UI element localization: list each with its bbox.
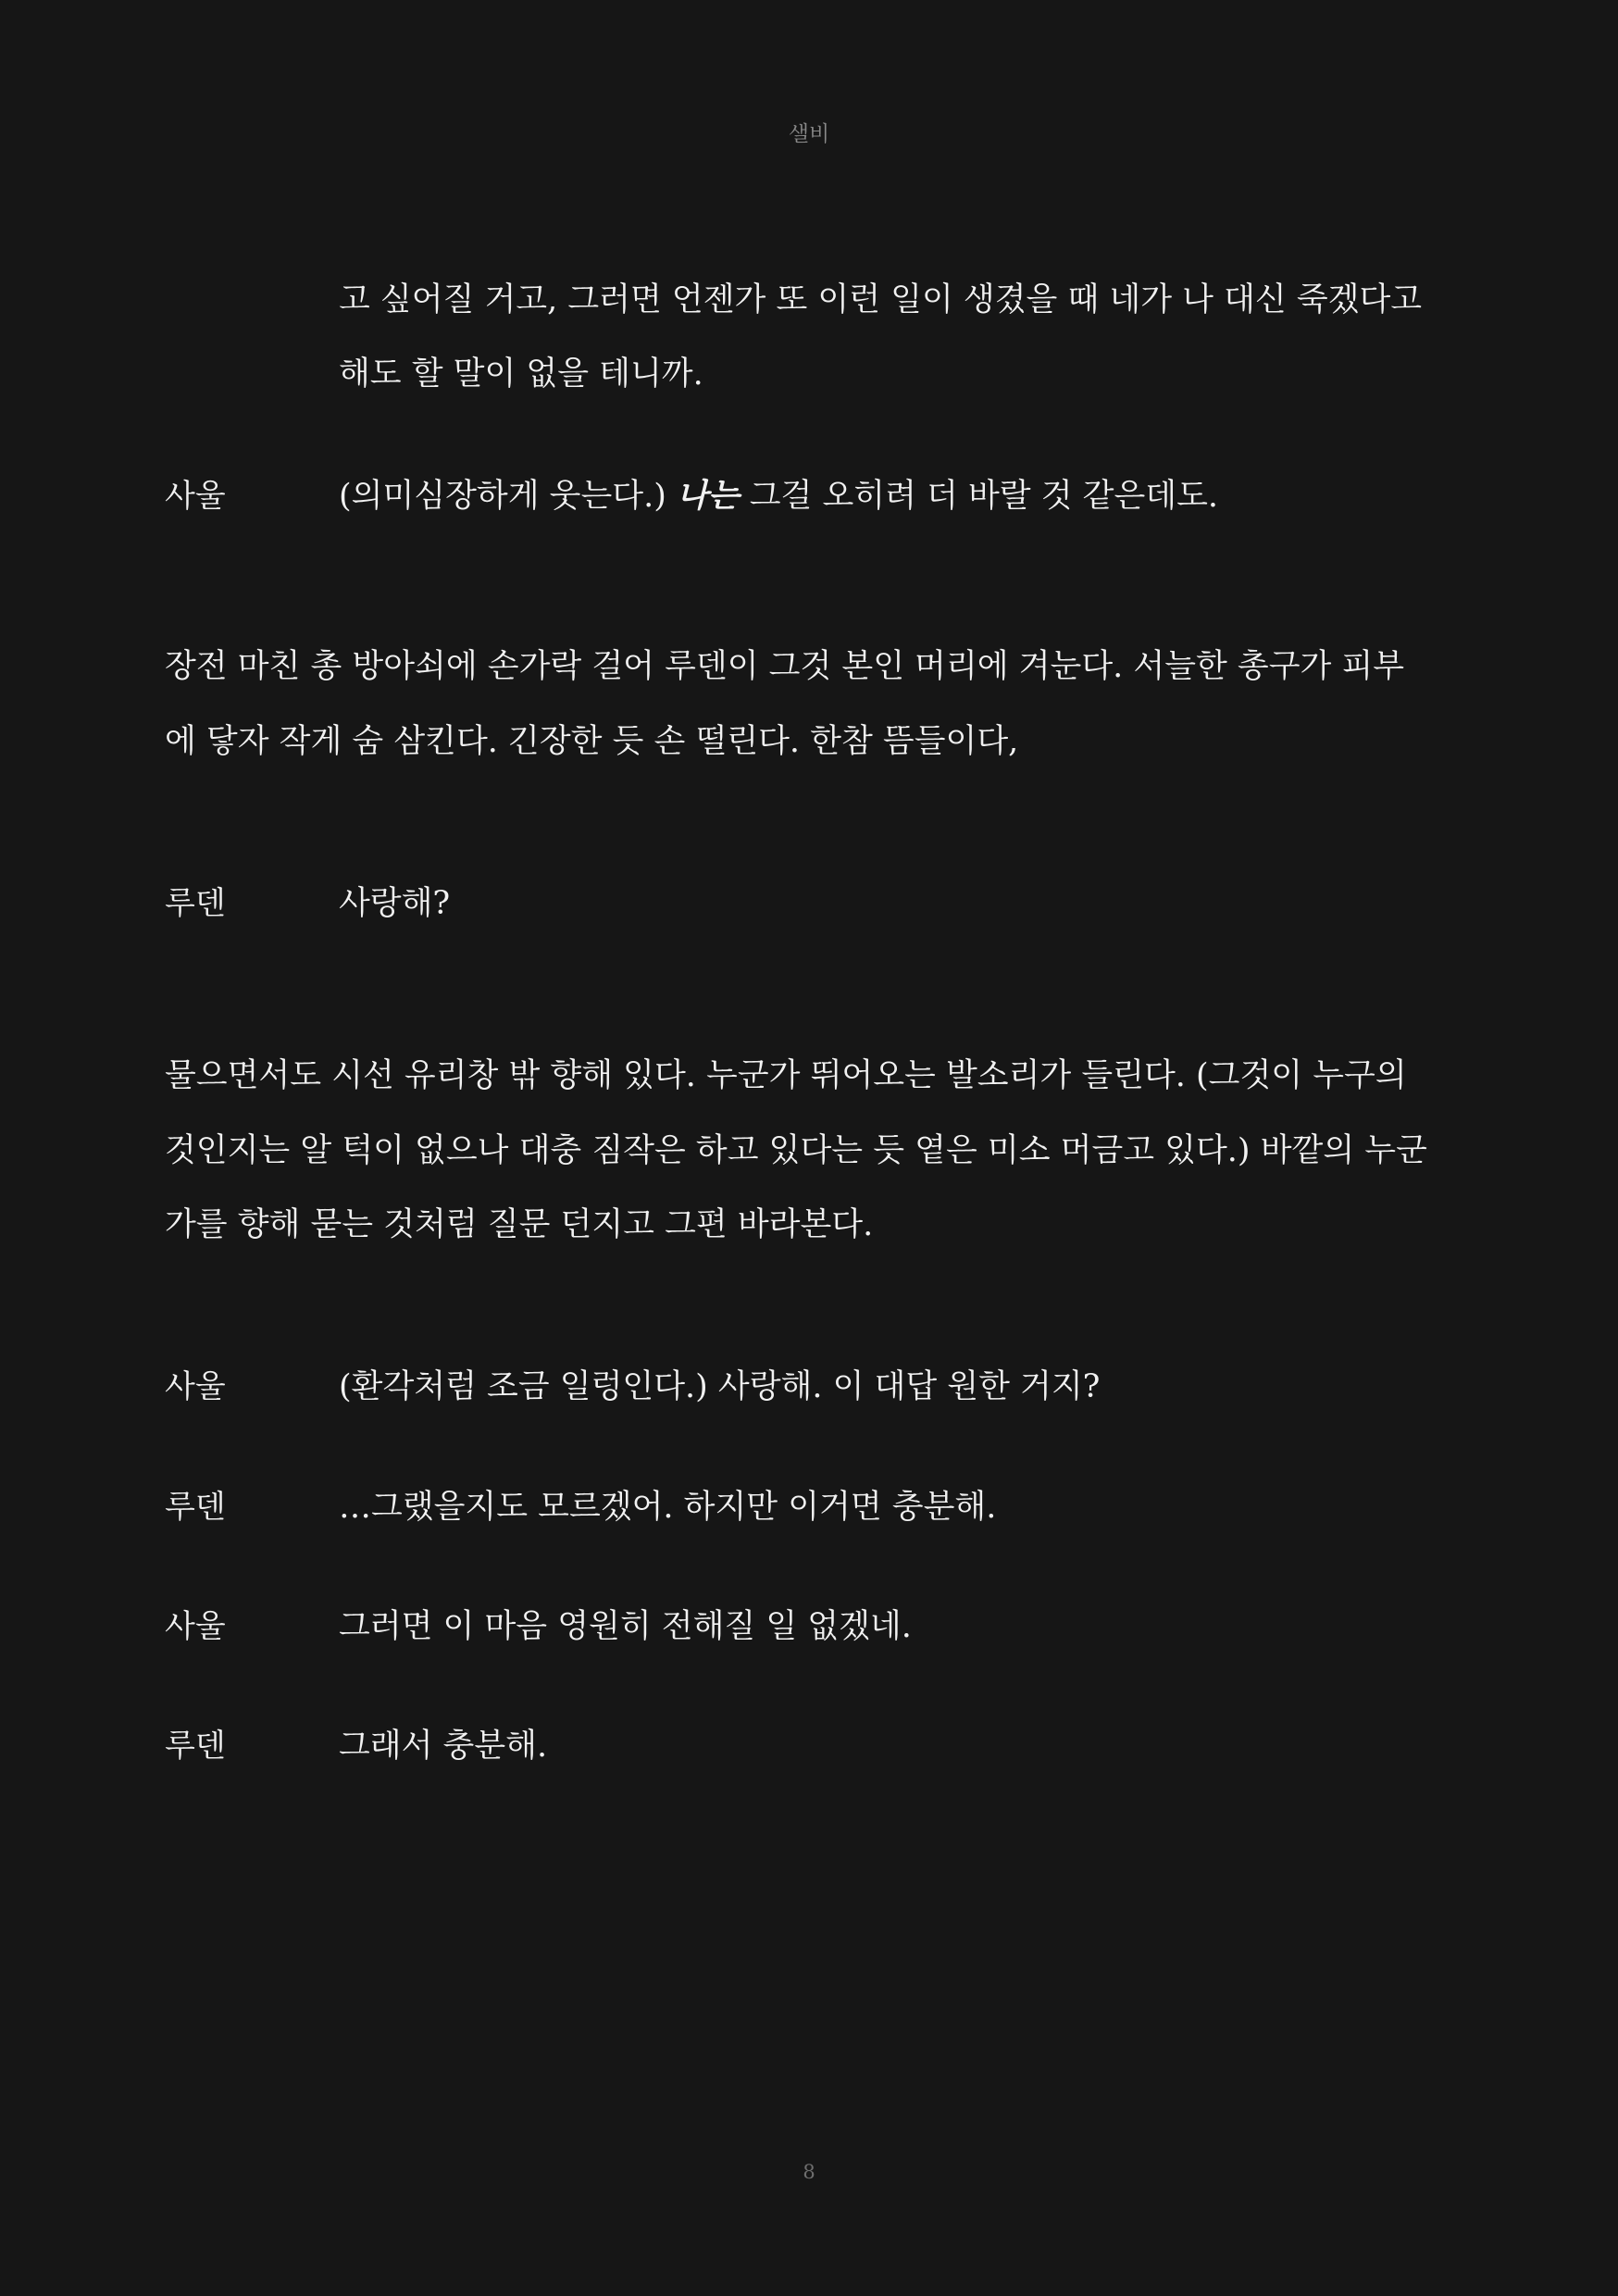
speaker-name: 루덴 xyxy=(165,1489,226,1526)
emphasized-text: 나는 xyxy=(676,478,740,515)
dialogue-line xyxy=(339,476,1218,517)
dialogue-line: 그래서 충분해. xyxy=(339,1728,548,1765)
dialogue-line: 해도 할 말이 없을 테니까. xyxy=(339,356,703,393)
action-line: 것인지는 알 턱이 없으나 대충 짐작은 하고 있다는 듯 옅은 미소 머금고 있다.) 바깥의 누군 xyxy=(165,1132,1427,1169)
running-header: 샐비 xyxy=(788,122,830,146)
speaker-name: 루덴 xyxy=(165,1728,226,1765)
dialogue-line: 그러면 이 마음 영원히 전해질 일 없겠네. xyxy=(339,1608,912,1645)
speaker-name: 사울 xyxy=(165,478,226,515)
dialogue-text: 그걸 오히려 더 바랄 것 같은데도. xyxy=(739,478,1219,515)
speaker-name: 루덴 xyxy=(165,885,226,922)
page-number: 8 xyxy=(803,2161,815,2183)
action-line: 에 닿자 작게 숨 삼킨다. 긴장한 듯 손 떨린다. 한참 뜸들이다, xyxy=(165,723,1019,760)
dialogue-line: …그랬을지도 모르겠어. 하지만 이거면 충분해. xyxy=(339,1489,997,1526)
dialogue-line: 사랑해? xyxy=(339,885,451,922)
action-line: 가를 향해 묻는 것처럼 질문 던지고 그편 바라본다. xyxy=(165,1206,874,1243)
action-line: 장전 마친 총 방아쇠에 손가락 걸어 루덴이 그것 본인 머리에 겨눈다. 서늘한 총구가 피부 xyxy=(165,648,1405,685)
speaker-name: 사울 xyxy=(165,1608,226,1645)
action-line: 물으면서도 시선 유리창 밖 향해 있다. 누군가 뛰어오는 발소리가 들린다. (그것이 누구의 xyxy=(165,1057,1407,1094)
parenthetical-text: (의미심장하게 웃는다.) xyxy=(339,478,677,515)
dialogue-line: (환각처럼 조금 일렁인다.) 사랑해. 이 대답 원한 거지? xyxy=(339,1368,1101,1405)
speaker-name: 사울 xyxy=(165,1368,226,1405)
dialogue-line: 고 싶어질 거고, 그러면 언젠가 또 이런 일이 생겼을 때 네가 나 대신 죽겠다고 xyxy=(339,281,1423,318)
